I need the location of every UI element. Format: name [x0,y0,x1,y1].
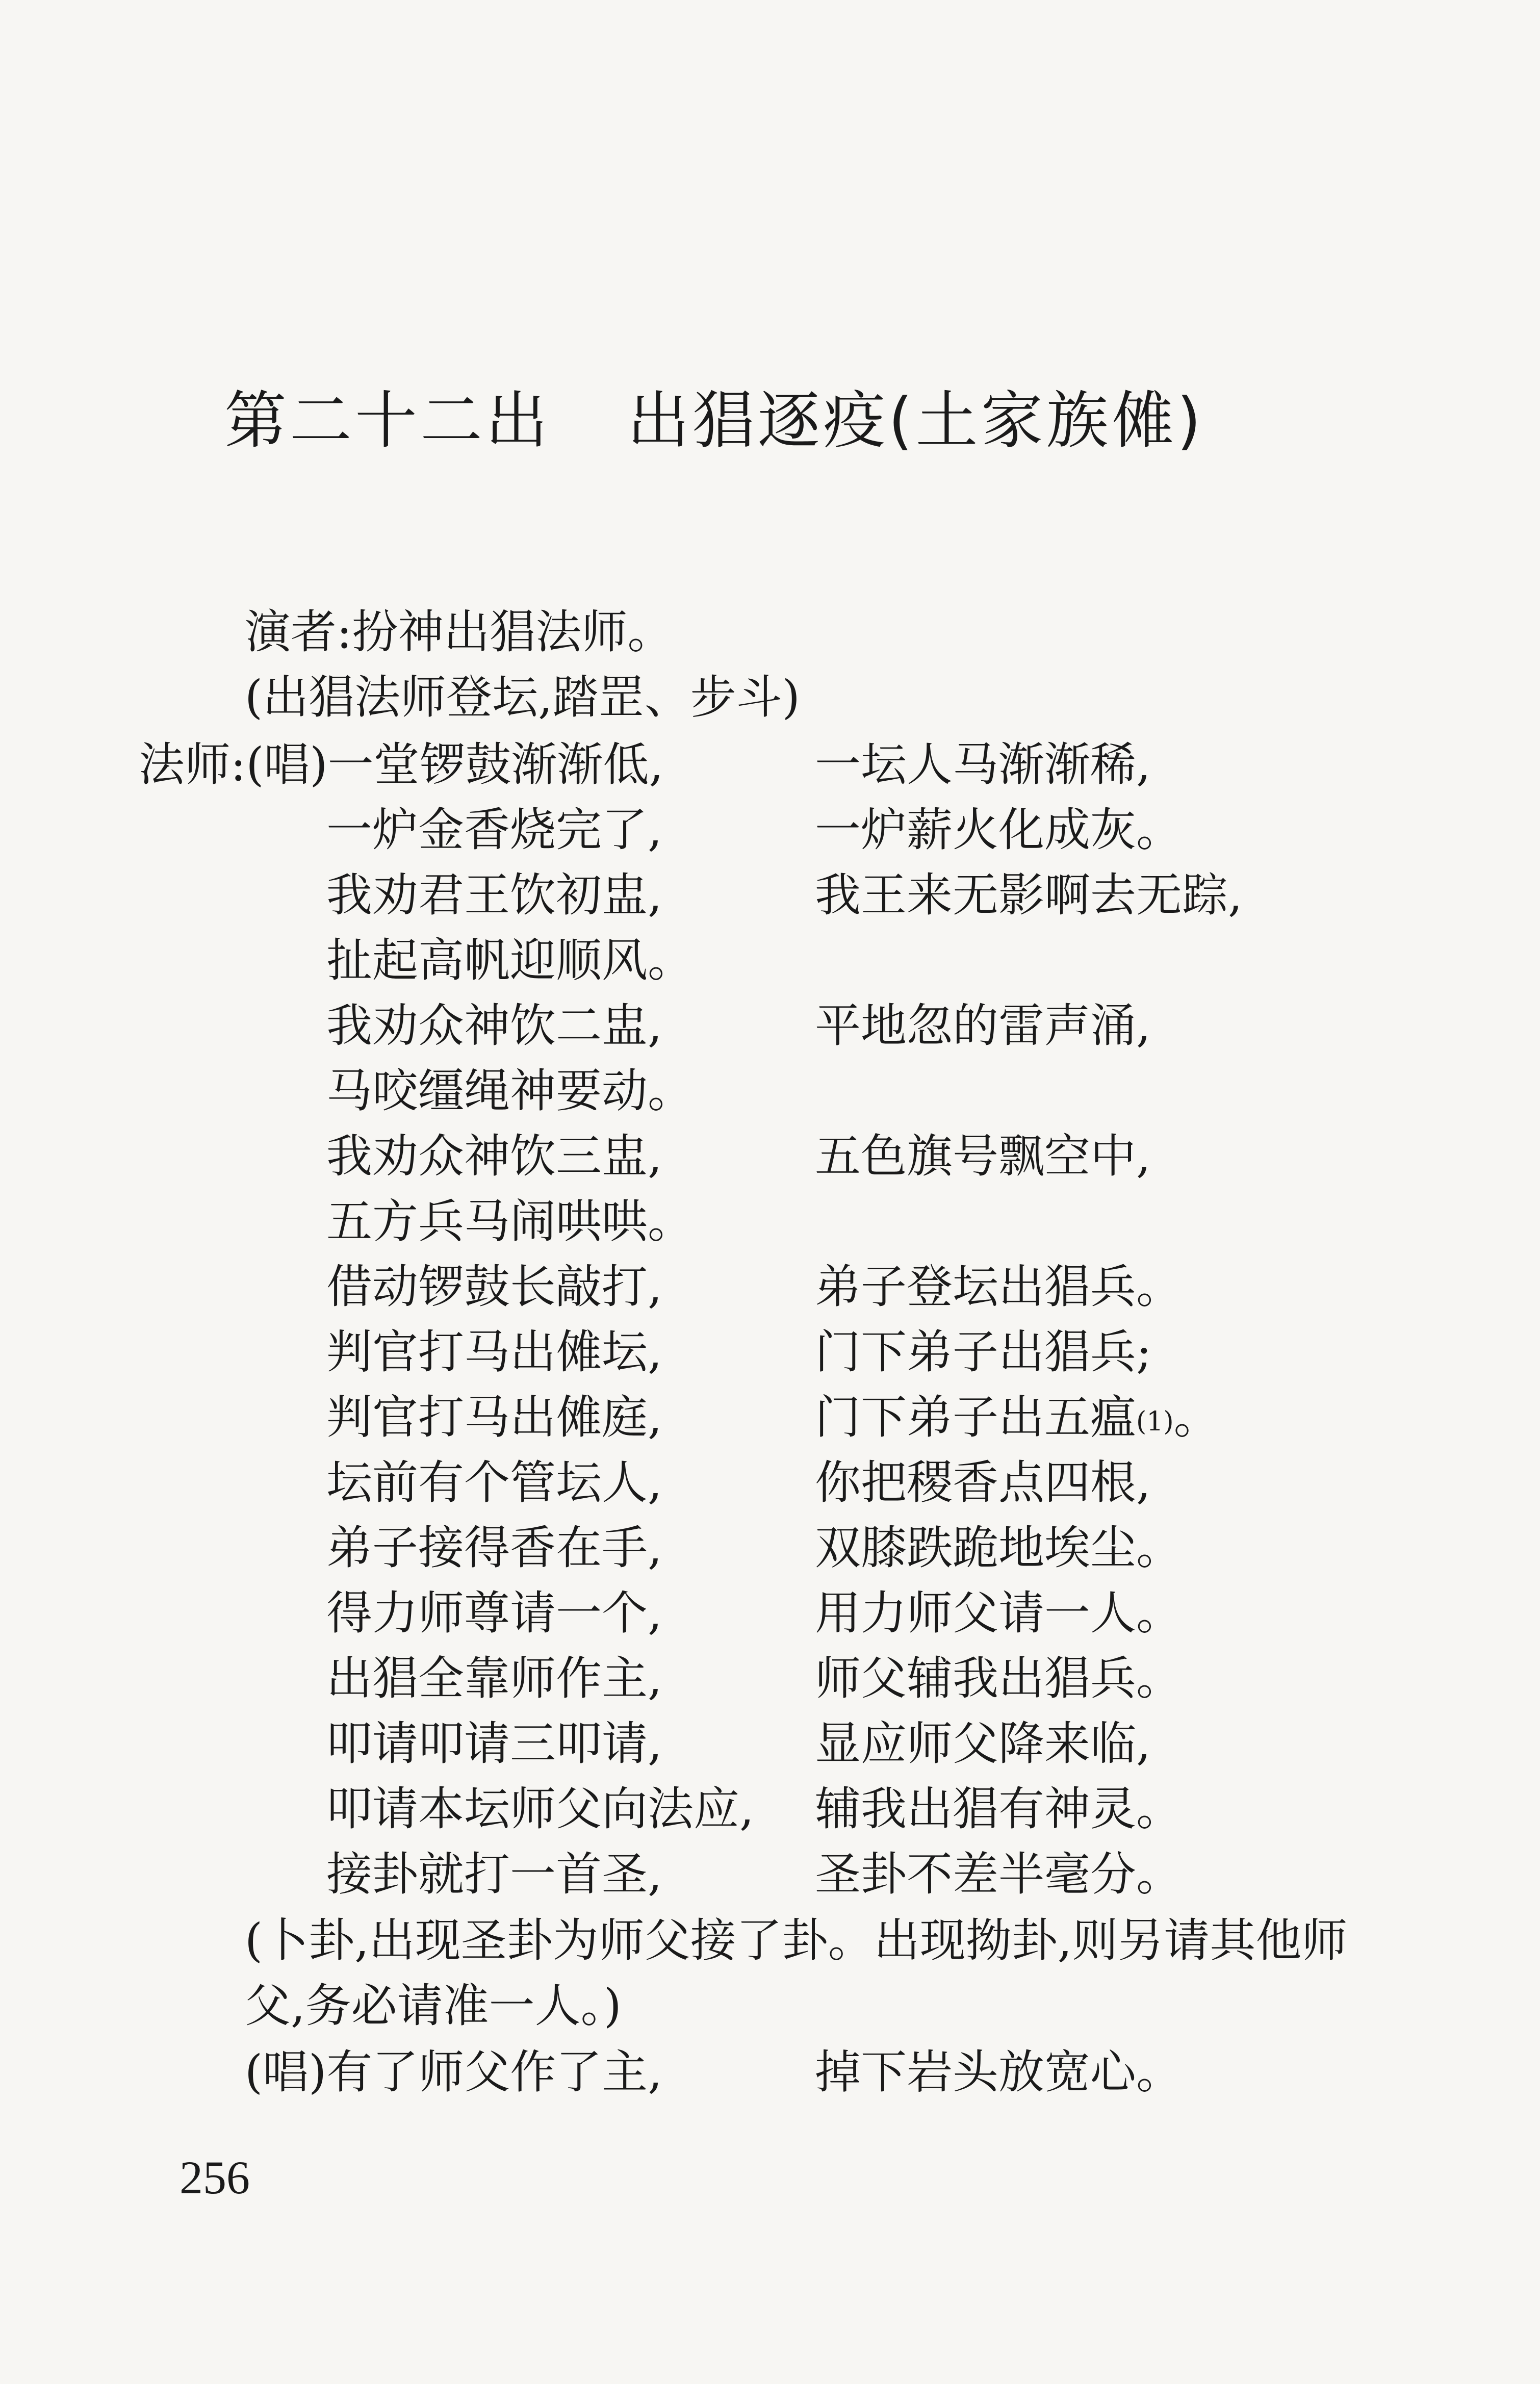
verse-a: 借动锣鼓长敲打, [326,1260,662,1314]
verse-a: 出猖全靠师作主, [326,1652,662,1705]
verse-a: 判官打马出傩庭, [326,1391,662,1444]
verse-a: 扯起高帆迎顺风。 [326,934,694,987]
verse-a: 接卦就打一首圣, [326,1848,662,1901]
verse-a: 判官打马出傩坛, [326,1325,662,1379]
verse-b: 门下弟子出猖兵; [815,1325,1152,1379]
verse-a: 叩请叩请三叩请, [326,1717,662,1771]
verse-a: 五方兵马闹哄哄。 [326,1195,694,1248]
stage-direction-line: 父,务必请准一人。) [245,1979,622,2033]
verse-end-mark: 。 [1173,1391,1220,1444]
verse-a: 我劝君王饮初盅, [326,868,662,922]
verse-b-with-note [815,1387,1220,1448]
verse-b: 门下弟子出五瘟 [815,1391,1136,1444]
chapter-number: 第二十二出 [224,384,551,457]
verse-a: 坛前有个管坛人, [326,1456,662,1509]
verse-b: 一炉薪火化成灰。 [815,803,1182,857]
verse-a: 得力师尊请一个, [326,1586,662,1640]
verse-b: 弟子登坛出猖兵。 [815,1260,1182,1314]
verse-b: 圣卦不差半毫分。 [815,1848,1182,1901]
verse-b: 一坛人马渐渐稀, [815,738,1151,791]
chapter-name: 出猖逐疫(土家族傩) [627,384,1204,457]
verse-a: 弟子接得香在手, [326,1521,662,1575]
chapter-title [224,380,1204,462]
verse-b: 你把稷香点四根, [815,1456,1151,1509]
verse-a: (唱)有了师父作了主, [245,2045,662,2099]
verse-b: 双膝跌跪地埃尘。 [815,1521,1182,1575]
verse-a: 一炉金香烧完了, [326,803,662,857]
verse-b: 掉下岩头放宽心。 [815,2045,1182,2099]
verse-a: 我劝众神饮二盅, [326,999,662,1053]
speaker-label: 法师:(唱) [139,738,328,791]
verse-b: 五色旗号飘空中, [815,1130,1151,1183]
verse-b: 平地忽的雷声涌, [815,999,1151,1053]
verse-b: 我王来无影啊去无踪, [815,868,1243,922]
stage-direction-line: (卜卦,出现圣卦为师父接了卦。出现拗卦,则另请其他师 [245,1914,1348,1967]
verse-b: 辅我出猖有神灵。 [815,1782,1182,1836]
verse-b: 用力师父请一人。 [815,1586,1182,1640]
stage-direction: (出猖法师登坛,踏罡、步斗) [245,671,800,724]
verse-a: 一堂锣鼓渐渐低, [327,738,664,791]
verse-a: 叩请本坛师父向法应, [326,1782,754,1836]
verse-b: 师父辅我出猖兵。 [815,1652,1182,1705]
verse-a: 马咬缰绳神要动。 [326,1064,694,1118]
verse-row [139,734,663,796]
verse-b: 显应师父降来临, [815,1717,1151,1771]
page-number: 256 [179,2151,250,2203]
footnote-marker: (1) [1136,1406,1174,1437]
verse-a: 我劝众神饮三盅, [326,1130,662,1183]
performer-line: 演者:扮神出猖法师。 [245,605,674,659]
